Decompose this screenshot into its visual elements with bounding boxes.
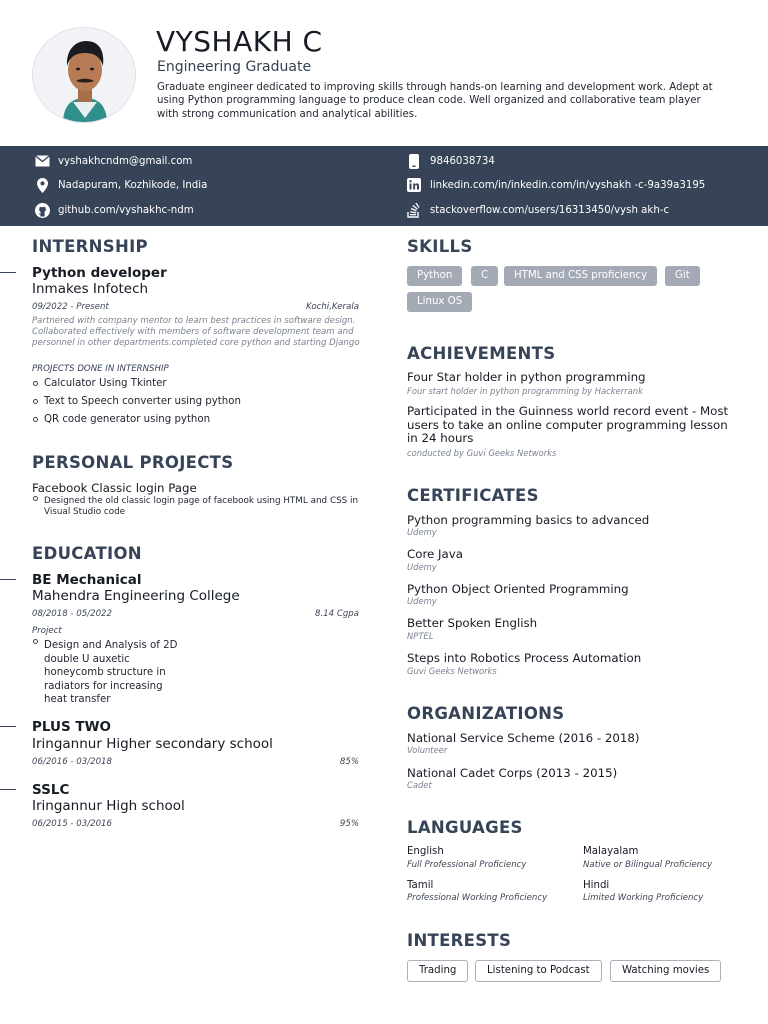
candidate-title: Engineering Graduate [157, 59, 312, 75]
certificate-title: Steps into Robotics Process Automation [407, 651, 642, 665]
certificate-title: Better Spoken English [407, 616, 538, 630]
internship-description: Partnered with company mentor to learn best practices in software design. Collaborated effectively with members of software development team and personnel in other departments.completed core python and starting Django [32, 316, 360, 349]
certificate-title: Python Object Oriented Programming [407, 582, 629, 596]
certificate-issuer: Guvi Geeks Networks [407, 666, 497, 676]
contact-linkedin-text: linkedin.com/in/inkedin.com/in/vyshakh -c-9a39a3195 [430, 179, 706, 191]
language-level: Full Professional Proficiency [407, 860, 527, 870]
organization-role: Volunteer [407, 745, 448, 755]
language-level: Native or Bilingual Proficiency [583, 860, 713, 870]
education-score: 95% [339, 819, 359, 829]
skill-tag: Python [407, 266, 462, 286]
personal-project-name: Facebook Classic login Page [32, 481, 197, 495]
section-title-internship: INTERNSHIP [32, 237, 148, 256]
contact-location [34, 177, 207, 193]
interest-tag: Trading [407, 960, 468, 982]
contact-phone[interactable] [406, 153, 495, 169]
education-project [33, 639, 183, 707]
professional-summary: Graduate engineer dedicated to improving skills through hands-on learning and development work. Adept at using Python programming language to produce clean code. Well organized and collaborative team player with strong communication and analytical abilities. [157, 82, 713, 120]
language-name: Hindi [583, 880, 610, 891]
certificate-issuer: Udemy [407, 596, 437, 606]
interest-tag: Watching movies [610, 960, 721, 982]
skill-tag: Linux OS [407, 292, 472, 312]
person-photo-icon [33, 28, 136, 123]
certificate-issuer: Udemy [407, 527, 437, 537]
education-school: Mahendra Engineering College [32, 588, 240, 604]
language-name: Malayalam [583, 846, 639, 857]
timeline-marker [0, 726, 16, 727]
education-score: 8.14 Cgpa [314, 609, 359, 619]
section-title-achievements: ACHIEVEMENTS [407, 344, 556, 363]
profile-photo [32, 27, 136, 123]
section-title-languages: LANGUAGES [407, 818, 523, 837]
education-degree: PLUS TWO [32, 719, 111, 735]
education-dates: 06/2015 - 03/2016 [32, 819, 112, 829]
github-icon [34, 202, 50, 218]
phone-icon [406, 153, 422, 169]
internship-role: Python developer [32, 265, 167, 281]
contact-linkedin[interactable] [406, 177, 705, 193]
language-name: English [407, 846, 444, 857]
section-title-education: EDUCATION [32, 544, 142, 563]
education-score: 85% [339, 757, 359, 767]
section-title-certificates: CERTIFICATES [407, 486, 539, 505]
achievement-title: Four Star holder in python programming [407, 370, 646, 384]
envelope-icon [34, 153, 50, 169]
resume-header [0, 0, 768, 146]
organization-title: National Cadet Corps (2013 - 2015) [407, 766, 618, 780]
contact-github-text: github.com/vyshakhc-ndm [58, 204, 194, 216]
certificate-title: Core Java [407, 547, 463, 561]
contact-email[interactable] [34, 153, 192, 169]
timeline-marker [0, 789, 16, 790]
education-degree: BE Mechanical [32, 572, 142, 588]
section-title-skills: SKILLS [407, 237, 473, 256]
list-item: Designed the old classic login page of facebook using HTML and CSS in Visual Studio code [33, 496, 363, 518]
certificate-title: Python programming basics to advanced [407, 513, 650, 527]
contact-location-text: Nadapuram, Kozhikode, India [58, 179, 208, 191]
internship-projects-label: PROJECTS DONE IN INTERNSHIP [32, 364, 169, 374]
stackoverflow-icon [406, 202, 422, 218]
internship-location: Kochi,Kerala [306, 302, 359, 312]
certificate-issuer: NPTEL [407, 631, 434, 641]
list-item: Text to Speech converter using python [33, 395, 241, 413]
skill-tag: HTML and CSS proficiency [504, 266, 657, 286]
internship-company: Inmakes Infotech [32, 281, 149, 297]
internship-project-list [33, 377, 241, 431]
contact-stackoverflow[interactable] [406, 202, 669, 218]
candidate-name: VYSHAKH C [156, 25, 323, 58]
contact-phone-text: 9846038734 [430, 155, 495, 167]
list-item: Design and Analysis of 2D double U auxetic honeycomb structure in radiators for increasing heat transfer [33, 639, 183, 707]
contact-stackoverflow-text: stackoverflow.com/users/16313450/vysh akh-c [430, 204, 670, 216]
language-name: Tamil [407, 880, 434, 891]
linkedin-icon [406, 177, 422, 193]
list-item: Calculator Using Tkinter [33, 377, 241, 395]
skill-tag: C [471, 266, 498, 286]
education-school: Iringannur High school [32, 798, 185, 814]
organization-title: National Service Scheme (2016 - 2018) [407, 731, 640, 745]
education-dates: 08/2018 - 05/2022 [32, 609, 112, 619]
internship-dates: 09/2022 - Present [32, 302, 109, 312]
organization-role: Cadet [407, 780, 432, 790]
education-project-label: Project [32, 626, 62, 636]
achievement-subtitle: Four start holder in python programming by Hackerrank [407, 386, 643, 396]
location-pin-icon [34, 177, 50, 193]
list-item: QR code generator using python [33, 413, 241, 431]
skill-tag: Git [665, 266, 700, 286]
education-degree: SSLC [32, 782, 70, 798]
achievement-subtitle: conducted by Guvi Geeks Networks [407, 448, 557, 458]
education-dates: 06/2016 - 03/2018 [32, 757, 112, 767]
contact-email-text: vyshakhcndm@gmail.com [58, 155, 193, 167]
language-level: Limited Working Proficiency [583, 893, 704, 903]
education-school: Iringannur Higher secondary school [32, 736, 273, 752]
timeline-marker [0, 272, 16, 273]
section-title-personal-projects: PERSONAL PROJECTS [32, 453, 234, 472]
interest-tag: Listening to Podcast [475, 960, 602, 982]
language-level: Professional Working Proficiency [407, 893, 548, 903]
personal-project-details [33, 496, 363, 518]
certificate-issuer: Udemy [407, 562, 437, 572]
section-title-interests: INTERESTS [407, 931, 512, 950]
contact-github[interactable] [34, 202, 194, 218]
contact-bar [0, 146, 768, 226]
timeline-marker [0, 579, 16, 580]
achievement-title: Participated in the Guinness world record event - Most users to take an online computer programming lesson in 24 hours [407, 404, 729, 445]
section-title-organizations: ORGANIZATIONS [407, 704, 565, 723]
